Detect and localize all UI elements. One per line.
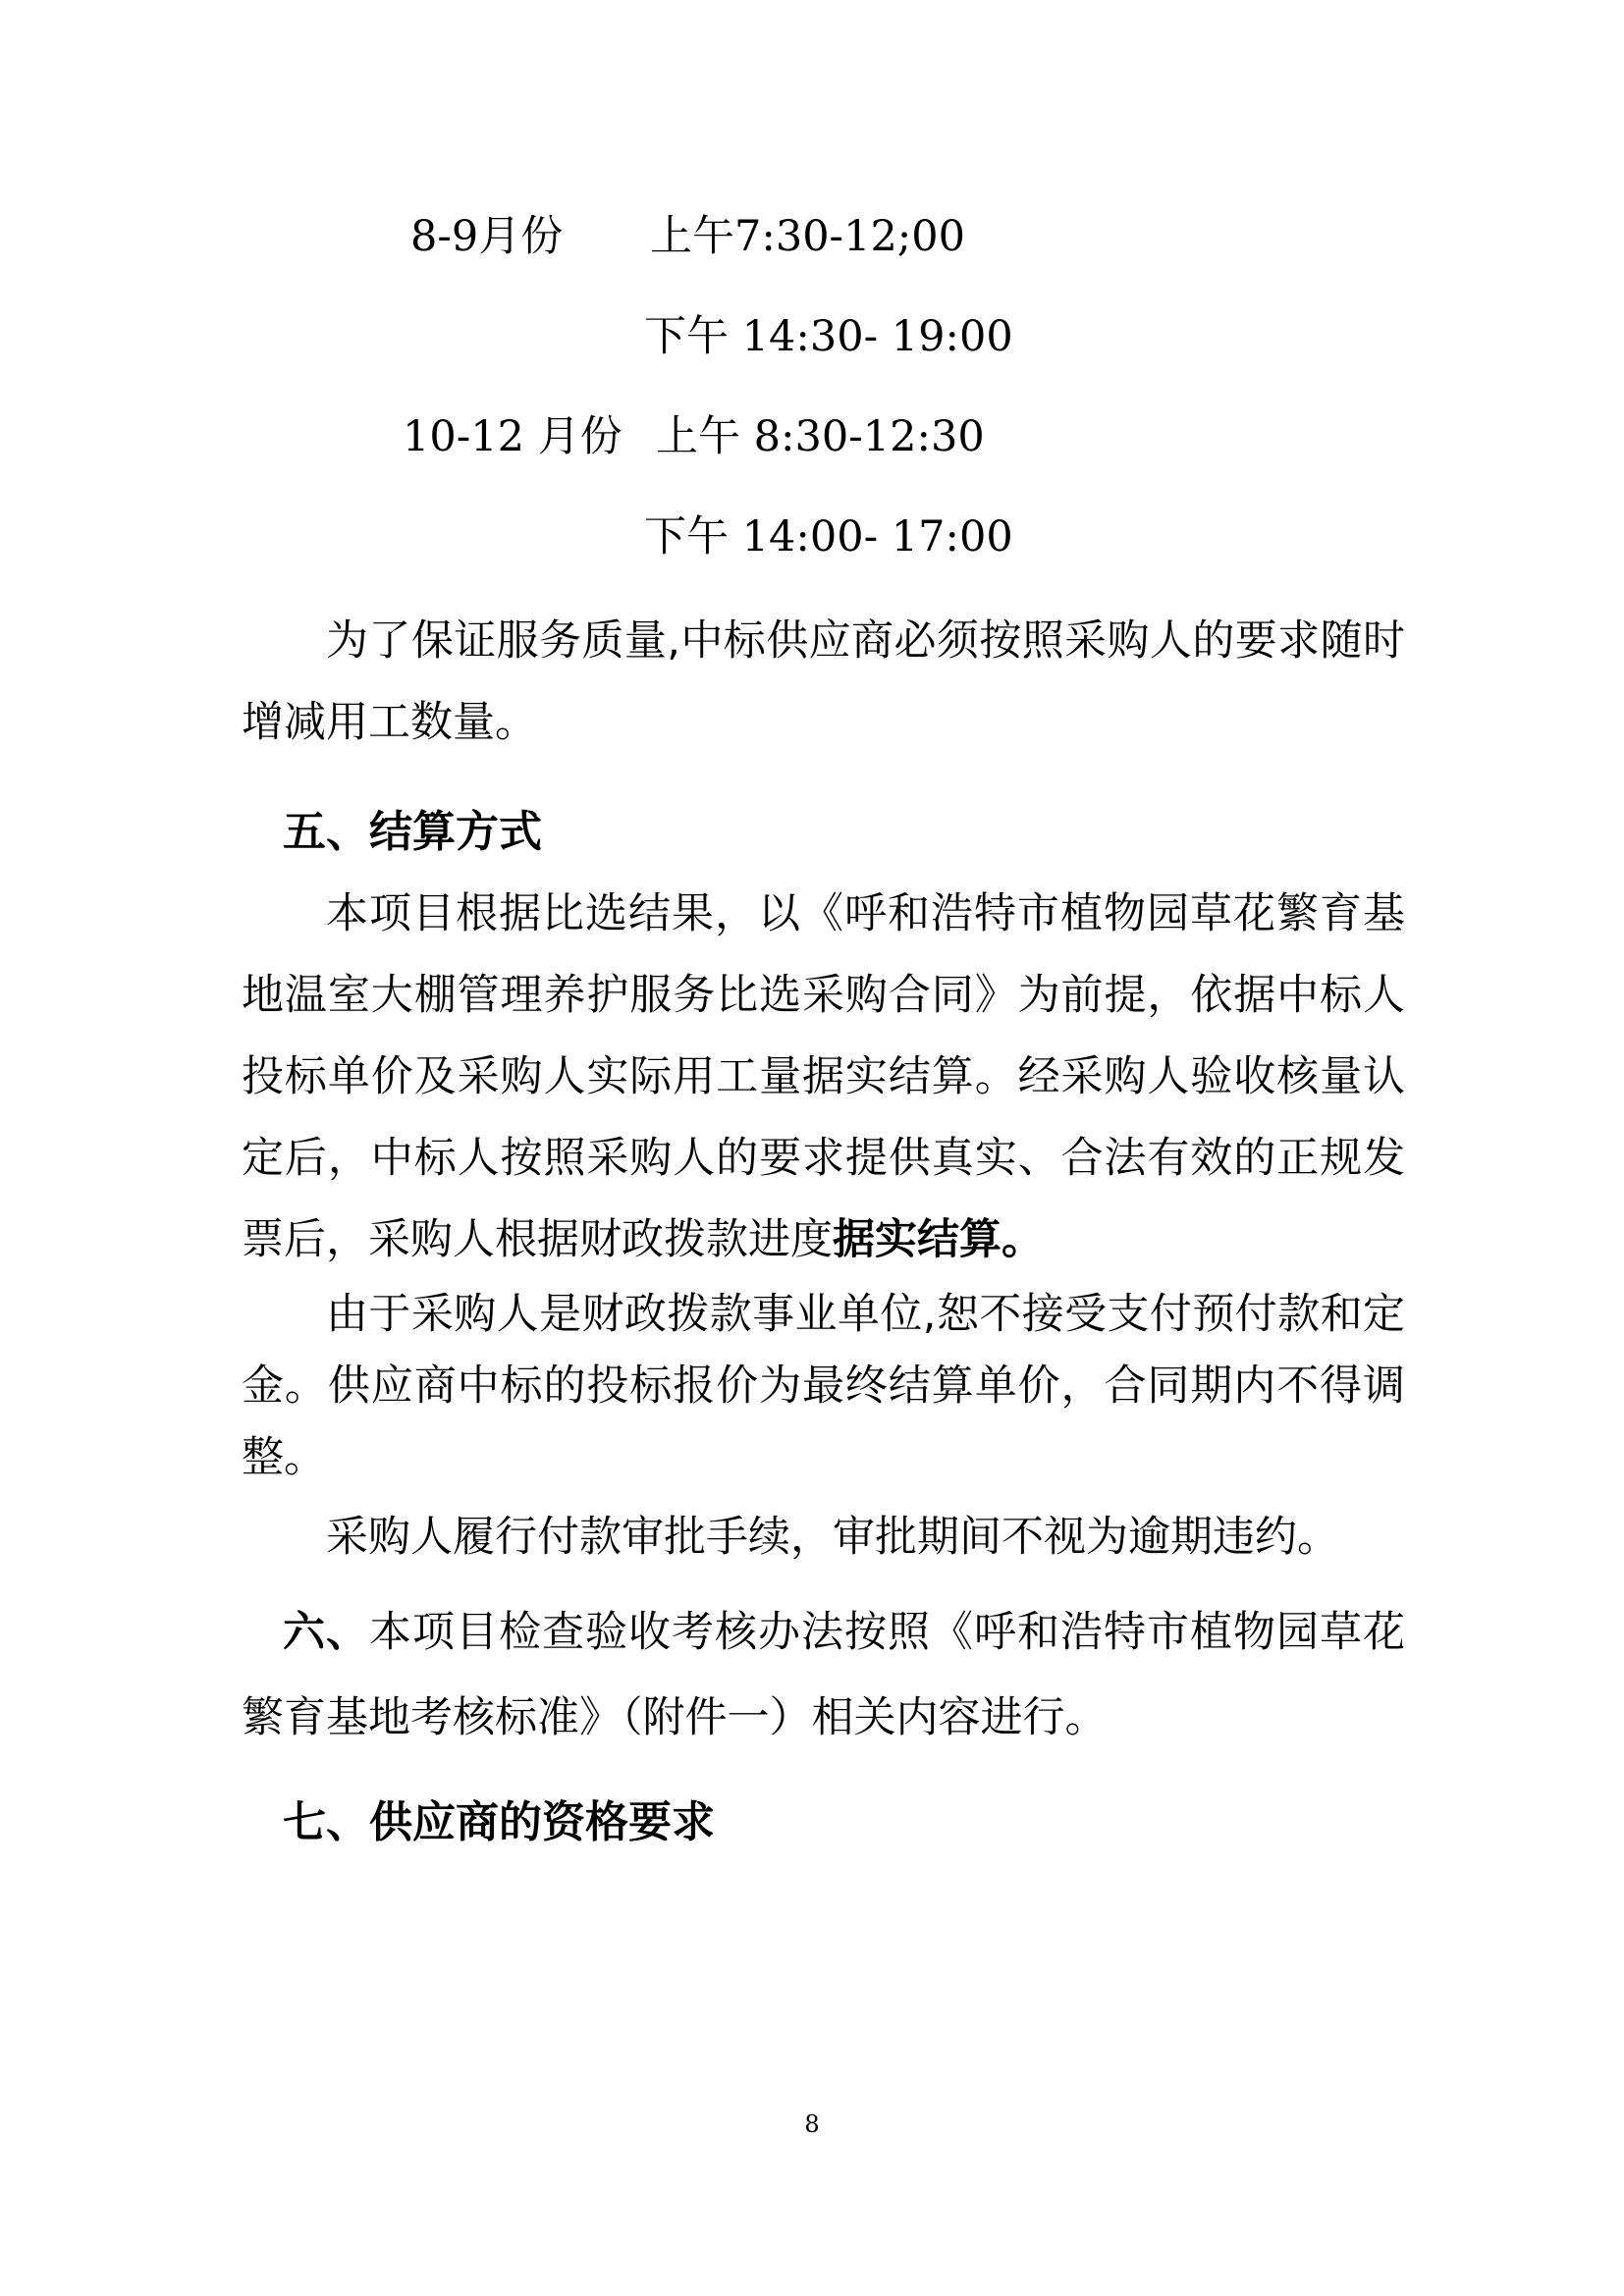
section-6-text: 本项目检查验收考核办法按照《呼和浩特市植物园草花繁育基地考核标准》（附件一）相关内容进行。 <box>242 1608 1405 1742</box>
schedule-pm-2: 下午 14:00- 17:00 <box>644 512 1013 561</box>
section-5-heading: 五、结算方式 <box>283 807 542 857</box>
schedule-am-1: 上午7:30-12;00 <box>650 212 966 261</box>
settlement-paragraph-1 <box>242 874 1405 1281</box>
settlement-text: 本项目根据比选结果，以《呼和浩特市植物园草花繁育基地温室大棚管理养护服务比选采购合同》为前提，依据中标人投标单价及采购人实际用工量据实结算。经采购人验收核量认定后，中标人按照采购人的要求提供真实、合法有效的正规发票后，采购人根据财政拨款进度 <box>242 889 1405 1264</box>
settlement-emphasis: 据实结算。 <box>833 1215 1044 1264</box>
schedule-pm-1: 下午 14:30- 19:00 <box>644 312 1013 361</box>
section-6-paragraph <box>242 1590 1405 1761</box>
quality-paragraph: 为了保证服务质量,中标供应商必须按照采购人的要求随时增减用工数量。 <box>242 616 1405 747</box>
settlement-paragraph-2: 由于采购人是财政拨款事业单位,恕不接受支付预付款和定金。供应商中标的投标报价为最终结算单价，合同期内不得调整。 <box>242 1290 1405 1482</box>
schedule-period-2: 10-12 月份 <box>403 412 623 461</box>
schedule-am-2: 上午 8:30-12:30 <box>656 412 985 461</box>
settlement-paragraph-3: 采购人履行付款审批手续，审批期间不视为逾期违约。 <box>326 1513 1339 1562</box>
section-6-number: 六、 <box>283 1608 369 1657</box>
page-number: 8 <box>804 2110 820 2138</box>
section-7-heading: 七、供应商的资格要求 <box>283 1797 715 1847</box>
schedule-period-1: 8-9月份 <box>410 212 564 261</box>
